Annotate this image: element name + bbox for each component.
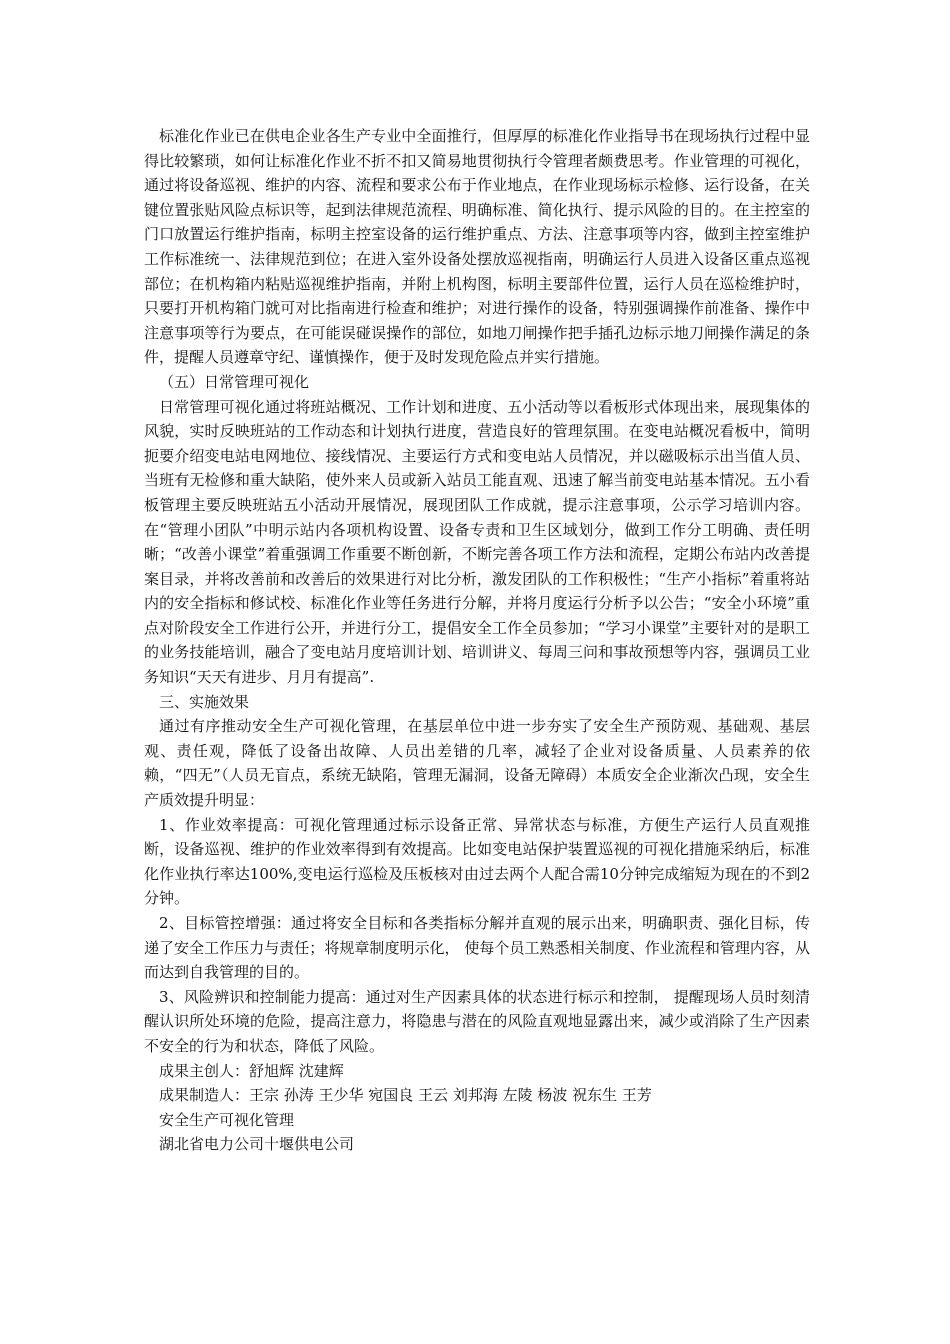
paragraph-daily-management: 日常管理可视化通过将班站概况、工作计划和进度、五小活动等以看板形式体现出来，展现集体的风貌，实时反映班站的工作动态和计划执行进度，营造良好的管理氛围。在变电站概况看板中，简明扼要介绍变电站电网地位、接线情况、主要运行方式和变电站人员情况，并以磁吸标示出当值人员、当班有无检修和重大缺陷，使外来人员或新入站员工能直观、迅速了解当前变电站基本情况。五小看板管理主要反映班站五小活动开展情况，展现团队工作成就，提示注意事项，公示学习培训内容。在“管理小团队”中明示站内各项机构设置、设备专责和卫生区域划分，做到工作分工明确、责任明晰；“改善小课堂”着重强调工作重要不断创新，不断完善各项工作方法和流程，定期公布站内改善提案目录，并将改善前和改善后的效果进行对比分析，激发团队的工作积极性；“生产小指标”着重将站内的安全指标和修试校、标准化作业等任务进行分解，并将月度运行分析予以公告；“安全小环境”重点对阶段安全工作进行公开，并进行分工，提倡安全工作全员参加；“学习小课堂”主要针对的是职工的业务技能培训，融合了变电站月度培训计划、培训讲义、每周三问和事故预想等内容，强调员工业务知识“天天有进步、月月有提高”.	[144, 397, 810, 687]
paragraph-target-control: 2、目标管控增强：通过将安全目标和各类指标分解并直观的展示出来，明确职责、强化目标，传递了安全工作压力与责任；将规章制度明示化， 使每个员工熟悉相关制度、作业流程和管理内容，从而达到自我管理的目的。	[144, 914, 810, 982]
paragraph-effects-intro: 通过有序推动安全生产可视化管理，在基层单位中进一步夯实了安全生产预防观、基础观、基层观、责任观，降低了设备出故障、人员出差错的几率，减轻了企业对设备质量、人员素养的依赖，“四无”（人员无盲点，系统无缺陷，管理无漏洞，设备无障碍）本质安全企业渐次凸现，安全生产质效提升明显：	[144, 717, 810, 810]
heading-effects: 三、实施效果	[159, 692, 250, 711]
paragraph-risk-control: 3、风险辨识和控制能力提高：通过对生产因素具体的状态进行标示和控制， 提醒现场人员时刻清醒认识所处环境的危险，提高注意力，将隐患与潜在的风险直观地显露出来，减少或消除了生产因素不安全的行为和状态，降低了风险。	[144, 987, 810, 1055]
paragraph-efficiency: 1、作业效率提高：可视化管理通过标示设备正常、异常状态与标准，方便生产运行人员直观推断，设备巡视、维护的作业效率得到有效提高。比如变电站保护装置巡视的可视化措施采纳后，标准化作业执行率达100%,变电运行巡检及压板核对由过去两个人配合需10分钟完成缩短为现在的不到2分钟。	[144, 815, 810, 908]
credit-title: 安全生产可视化管理	[159, 1110, 295, 1129]
heading-daily-management: （五）日常管理可视化	[159, 372, 310, 391]
credit-creators: 成果主创人：舒旭辉 沈建辉	[159, 1061, 344, 1080]
paragraph-standardized-work: 标准化作业已在供电企业各生产专业中全面推行，但厚厚的标准化作业指导书在现场执行过程中显得比较繁琐，如何让标准化作业不折不扣又简易地贯彻执行令管理者颇费思考。作业管理的可视化，通过将设备巡视、维护的内容、流程和要求公布于作业地点，在作业现场标示检修、运行设备，在关键位置张贴风险点标识等，起到法律规范流程、明确标准、简化执行、提示风险的目的。在主控室的门口放置运行维护指南，标明主控室设备的运行维护重点、方法、注意事项等内容，做到主控室维护工作标准统一、法律规范到位；在进入室外设备处摆放巡视指南，明确运行人员进入设备区重点巡视部位；在机构箱内粘贴巡视维护指南，并附上机构图，标明主要部件位置，运行人员在巡检维护时，只要打开机构箱门就可对比指南进行检查和维护；对进行操作的设备，特别强调操作前准备、操作中注意事项等行为要点，在可能误碰误操作的部位，如地刀闸操作把手插孔边标示地刀闸操作满足的条件，提醒人员遵章守纪、谨慎操作，便于及时发现危险点并实行措施。	[144, 127, 810, 367]
document-body	[144, 124, 810, 1157]
credit-organization: 湖北省电力公司十堰供电公司	[159, 1135, 355, 1154]
credit-makers: 成果制造人：王宗 孙涛 王少华 宛国良 王云 刘邦海 左陵 杨波 祝东生 王芳	[159, 1086, 652, 1105]
